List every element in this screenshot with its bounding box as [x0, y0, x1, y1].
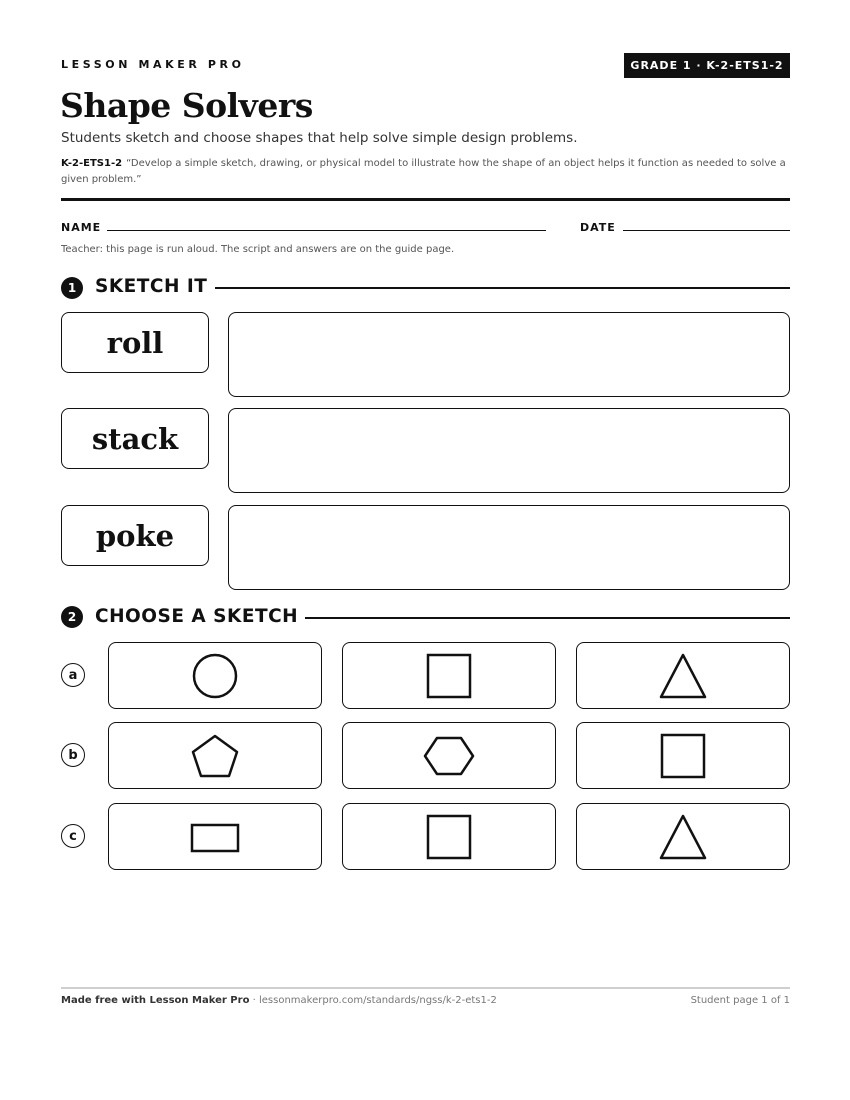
square-icon [653, 728, 713, 784]
word-card-poke: poke [61, 505, 209, 566]
choice-row-a-letter: a [61, 663, 85, 687]
date-label: DATE [580, 221, 616, 234]
circle-icon [185, 648, 245, 704]
section-1-rule [215, 287, 790, 289]
footer-made-with: Made free with Lesson Maker Pro [61, 995, 250, 1006]
header-divider [61, 198, 790, 201]
rectangle-icon [185, 809, 245, 865]
name-label: NAME [61, 221, 102, 234]
choice-a-1[interactable] [108, 642, 322, 709]
word-card-roll: roll [61, 312, 209, 373]
sketch-box-stack[interactable] [228, 408, 790, 493]
sketch-box-roll[interactable] [228, 312, 790, 397]
sketch-box-poke[interactable] [228, 505, 790, 590]
hexagon-icon [419, 728, 479, 784]
footer-url: · lessonmakerpro.com/standards/ngss/k-2-ets1-2 [249, 995, 497, 1006]
triangle-icon [653, 809, 713, 865]
choice-a-3[interactable] [576, 642, 790, 709]
choice-a-2[interactable] [342, 642, 556, 709]
choice-row-c-letter: c [61, 824, 85, 848]
choice-b-1[interactable] [108, 722, 322, 789]
choice-b-2[interactable] [342, 722, 556, 789]
choice-c-3[interactable] [576, 803, 790, 870]
square-icon [419, 809, 479, 865]
section-1-title: SKETCH IT [95, 276, 208, 297]
standard-statement [61, 156, 796, 188]
page-subtitle: Students sketch and choose shapes that help solve simple design problems. [61, 130, 578, 146]
teacher-note: Teacher: this page is run aloud. The script and answers are on the guide page. [61, 244, 455, 255]
section-2-rule [305, 617, 790, 619]
word-card-stack: stack [61, 408, 209, 469]
square-icon [419, 648, 479, 704]
choice-row-b-letter: b [61, 743, 85, 767]
pentagon-icon [185, 728, 245, 784]
choice-c-1[interactable] [108, 803, 322, 870]
section-1-number: 1 [61, 277, 83, 299]
section-2-title: CHOOSE A SKETCH [95, 606, 299, 627]
standard-text: “Develop a simple sketch, drawing, or physical model to illustrate how the shape of an object helps it function as needed to solve a given problem.” [61, 158, 786, 185]
footer-divider [61, 987, 790, 989]
footer-page-label: Student page 1 of 1 [690, 995, 790, 1006]
page-title: Shape Solvers [60, 86, 313, 125]
choice-c-2[interactable] [342, 803, 556, 870]
brand-name: LESSON MAKER PRO [61, 58, 245, 71]
choice-b-3[interactable] [576, 722, 790, 789]
triangle-icon [653, 648, 713, 704]
footer-credit [61, 995, 497, 1006]
grade-badge: GRADE 1 · K-2-ETS1-2 [624, 53, 790, 78]
date-field-line[interactable] [623, 230, 790, 231]
standard-code: K-2-ETS1-2 [61, 158, 123, 169]
name-field-line[interactable] [107, 230, 546, 231]
section-2-number: 2 [61, 606, 83, 628]
